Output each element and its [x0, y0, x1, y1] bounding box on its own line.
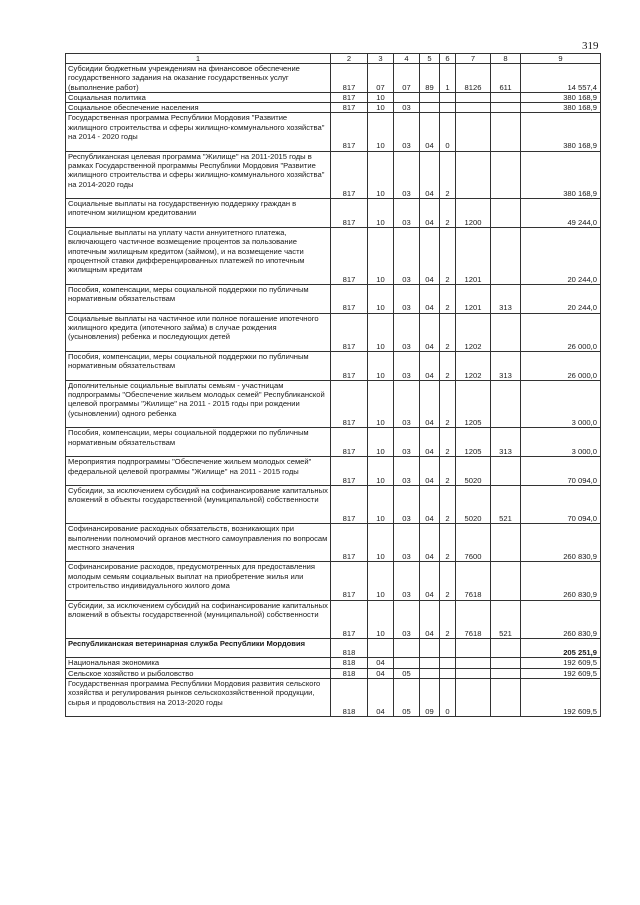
row-amount-cell: 205 251,9: [521, 638, 601, 658]
row-code-direction-cell: 8126: [456, 64, 491, 93]
header-col-6: 6: [440, 54, 456, 64]
table-row: [66, 600, 601, 638]
header-col-5: 5: [420, 54, 440, 64]
row-amount-cell: 49 244,0: [521, 199, 601, 228]
row-code-direction-cell: [456, 151, 491, 199]
row-code-expense-type-cell: [491, 113, 521, 151]
row-code-program-cell: [420, 668, 440, 678]
row-code-chapter-cell: 817: [331, 199, 368, 228]
row-code-section-cell: 10: [368, 524, 394, 562]
table-row: [66, 151, 601, 199]
row-amount-cell: 70 094,0: [521, 457, 601, 486]
row-code-program-cell: [420, 92, 440, 102]
row-code-chapter-cell: 817: [331, 113, 368, 151]
row-code-subsection-cell: 03: [394, 428, 420, 457]
row-code-subprogram-cell: 2: [440, 600, 456, 638]
row-code-chapter-cell: 817: [331, 284, 368, 313]
row-code-expense-type-cell: [491, 524, 521, 562]
row-code-expense-type-cell: 313: [491, 428, 521, 457]
row-name-cell: Софинансирование расходных обязательств, возникающих при выполнении полномочий органов местного самоуправления по вопросам местного значения: [66, 524, 331, 562]
header-col-3: 3: [368, 54, 394, 64]
row-code-section-cell: 10: [368, 284, 394, 313]
row-code-chapter-cell: 818: [331, 658, 368, 668]
row-code-subsection-cell: 03: [394, 113, 420, 151]
table-row: [66, 428, 601, 457]
row-code-section-cell: 10: [368, 351, 394, 380]
row-code-subprogram-cell: 1: [440, 64, 456, 93]
row-code-expense-type-cell: 521: [491, 600, 521, 638]
row-name-cell: Софинансирование расходов, предусмотренных для предоставления молодым семьям социальных выплат на приобретение жилья или строительство индивидуального жилого дома: [66, 562, 331, 600]
row-amount-cell: 380 168,9: [521, 151, 601, 199]
table-row: [66, 351, 601, 380]
header-col-1: 1: [66, 54, 331, 64]
row-code-chapter-cell: 817: [331, 428, 368, 457]
row-code-chapter-cell: 817: [331, 380, 368, 428]
row-code-program-cell: 04: [420, 457, 440, 486]
row-code-program-cell: 04: [420, 313, 440, 351]
row-name-cell: Государственная программа Республики Мордовия развития сельского хозяйства и регулирования рынков сельскохозяйственной продукции, сырья и продовольствия на 2013-2020 годы: [66, 679, 331, 717]
page-number: 319: [582, 40, 599, 52]
row-code-subsection-cell: 03: [394, 524, 420, 562]
row-amount-cell: 3 000,0: [521, 428, 601, 457]
row-code-chapter-cell: 817: [331, 103, 368, 113]
budget-table: [65, 53, 601, 717]
row-code-section-cell: 10: [368, 113, 394, 151]
row-code-expense-type-cell: [491, 103, 521, 113]
row-code-direction-cell: 1201: [456, 228, 491, 285]
row-code-expense-type-cell: [491, 562, 521, 600]
row-amount-cell: 26 000,0: [521, 351, 601, 380]
row-code-direction-cell: 1205: [456, 428, 491, 457]
row-name-cell: Социальные выплаты на уплату части аннуитетного платежа, включающего частичное возмещение процентов за пользование ипотечным жилищным кредитом (займом), и на возмещение части процентной ставки дифференцированных платежей по ипотечным жилищным кредитам: [66, 228, 331, 285]
row-code-direction-cell: 1202: [456, 351, 491, 380]
row-code-subsection-cell: 03: [394, 600, 420, 638]
row-code-program-cell: 04: [420, 486, 440, 524]
table-row: [66, 668, 601, 678]
row-code-expense-type-cell: [491, 151, 521, 199]
row-code-chapter-cell: 817: [331, 64, 368, 93]
row-name-cell: Социальные выплаты на государственную поддержку граждан в ипотечном жилищном кредитовании: [66, 199, 331, 228]
row-name-cell: Республиканская целевая программа "Жилище" на 2011-2015 годы в рамках Государственной программы Республики Мордовия "Развитие жилищного строительства и сферы жилищно-коммунального хозяйства" на 2014-2020 годы: [66, 151, 331, 199]
row-code-subprogram-cell: [440, 103, 456, 113]
row-code-subprogram-cell: 2: [440, 428, 456, 457]
row-code-subprogram-cell: [440, 658, 456, 668]
table-row: [66, 64, 601, 93]
row-code-section-cell: 04: [368, 679, 394, 717]
row-code-direction-cell: [456, 658, 491, 668]
row-code-subsection-cell: 03: [394, 457, 420, 486]
row-code-chapter-cell: 817: [331, 524, 368, 562]
row-code-direction-cell: [456, 679, 491, 717]
row-code-subprogram-cell: 2: [440, 486, 456, 524]
row-code-section-cell: 10: [368, 428, 394, 457]
row-code-section-cell: 10: [368, 486, 394, 524]
row-name-cell: Дополнительные социальные выплаты семьям - участницам подпрограммы "Обеспечение жильем молодых семей" Республиканской целевой программы "Жилище" на 2011 - 2015 годы при рождении (усыновлении) одного ребенка: [66, 380, 331, 428]
row-amount-cell: 20 244,0: [521, 284, 601, 313]
row-code-program-cell: 04: [420, 600, 440, 638]
row-code-expense-type-cell: [491, 668, 521, 678]
row-code-subprogram-cell: 2: [440, 284, 456, 313]
header-col-7: 7: [456, 54, 491, 64]
table-row: [66, 199, 601, 228]
row-code-program-cell: 04: [420, 351, 440, 380]
row-code-chapter-cell: 818: [331, 668, 368, 678]
table-row: [66, 562, 601, 600]
row-amount-cell: 380 168,9: [521, 103, 601, 113]
row-code-direction-cell: 1202: [456, 313, 491, 351]
row-amount-cell: 26 000,0: [521, 313, 601, 351]
row-name-cell: Социальное обеспечение населения: [66, 103, 331, 113]
row-amount-cell: 380 168,9: [521, 113, 601, 151]
row-amount-cell: 70 094,0: [521, 486, 601, 524]
table-row: [66, 524, 601, 562]
row-code-program-cell: 04: [420, 562, 440, 600]
row-name-cell: Пособия, компенсации, меры социальной поддержки по публичным нормативным обязательствам: [66, 428, 331, 457]
row-code-subprogram-cell: 2: [440, 457, 456, 486]
row-code-expense-type-cell: [491, 679, 521, 717]
row-code-subsection-cell: 03: [394, 228, 420, 285]
row-amount-cell: 20 244,0: [521, 228, 601, 285]
header-col-2: 2: [331, 54, 368, 64]
row-code-direction-cell: 1205: [456, 380, 491, 428]
table-row: [66, 638, 601, 658]
row-code-direction-cell: 7618: [456, 562, 491, 600]
row-code-section-cell: [368, 638, 394, 658]
row-code-program-cell: 04: [420, 428, 440, 457]
row-code-program-cell: 04: [420, 113, 440, 151]
row-code-subsection-cell: 03: [394, 562, 420, 600]
row-name-cell: Государственная программа Республики Мордовия "Развитие жилищного строительства и сферы жилищно-коммунального хозяйства" на 2014 - 2020 годы: [66, 113, 331, 151]
row-code-subsection-cell: 05: [394, 679, 420, 717]
row-code-program-cell: 09: [420, 679, 440, 717]
row-amount-cell: 260 830,9: [521, 600, 601, 638]
row-code-program-cell: 04: [420, 199, 440, 228]
row-code-chapter-cell: 817: [331, 92, 368, 102]
row-name-cell: Национальная экономика: [66, 658, 331, 668]
row-code-subprogram-cell: 2: [440, 313, 456, 351]
row-code-subprogram-cell: 2: [440, 199, 456, 228]
table-row: [66, 313, 601, 351]
row-amount-cell: 192 609,5: [521, 658, 601, 668]
table-row: [66, 284, 601, 313]
row-amount-cell: 380 168,9: [521, 92, 601, 102]
row-code-expense-type-cell: [491, 199, 521, 228]
row-code-subprogram-cell: [440, 92, 456, 102]
row-code-subprogram-cell: 2: [440, 524, 456, 562]
row-code-program-cell: [420, 103, 440, 113]
table-row: [66, 457, 601, 486]
row-code-program-cell: [420, 658, 440, 668]
table-body: [66, 64, 601, 717]
row-code-subprogram-cell: [440, 638, 456, 658]
row-code-expense-type-cell: [491, 92, 521, 102]
row-code-chapter-cell: 817: [331, 457, 368, 486]
row-code-chapter-cell: 818: [331, 638, 368, 658]
table-row: [66, 679, 601, 717]
row-code-subprogram-cell: 0: [440, 679, 456, 717]
row-code-subprogram-cell: 2: [440, 562, 456, 600]
row-code-direction-cell: 5020: [456, 486, 491, 524]
row-code-program-cell: 04: [420, 524, 440, 562]
row-code-program-cell: [420, 638, 440, 658]
row-code-expense-type-cell: [491, 313, 521, 351]
row-code-subsection-cell: 03: [394, 284, 420, 313]
row-code-subsection-cell: 03: [394, 103, 420, 113]
row-code-expense-type-cell: [491, 228, 521, 285]
row-code-expense-type-cell: 313: [491, 284, 521, 313]
row-code-subprogram-cell: [440, 668, 456, 678]
table-header-row: [66, 54, 601, 64]
row-code-direction-cell: 1201: [456, 284, 491, 313]
table-row: [66, 658, 601, 668]
row-code-subsection-cell: 03: [394, 351, 420, 380]
row-code-direction-cell: [456, 638, 491, 658]
row-code-section-cell: 10: [368, 199, 394, 228]
row-code-chapter-cell: 817: [331, 486, 368, 524]
row-name-cell: Мероприятия подпрограммы "Обеспечение жильем молодых семей" федеральной целевой программы "Жилище" на 2011 - 2015 годы: [66, 457, 331, 486]
row-code-subsection-cell: [394, 658, 420, 668]
table-row: [66, 92, 601, 102]
row-code-program-cell: 89: [420, 64, 440, 93]
table-row: [66, 486, 601, 524]
row-code-subsection-cell: 05: [394, 668, 420, 678]
row-code-expense-type-cell: 521: [491, 486, 521, 524]
row-name-cell: Республиканская ветеринарная служба Республики Мордовия: [66, 638, 331, 658]
row-code-section-cell: 10: [368, 228, 394, 285]
row-code-subsection-cell: 07: [394, 64, 420, 93]
row-code-section-cell: 10: [368, 151, 394, 199]
row-code-subsection-cell: [394, 638, 420, 658]
row-code-chapter-cell: 817: [331, 313, 368, 351]
row-code-section-cell: 10: [368, 562, 394, 600]
row-code-section-cell: 07: [368, 64, 394, 93]
row-code-subsection-cell: [394, 92, 420, 102]
row-code-chapter-cell: 817: [331, 562, 368, 600]
row-code-section-cell: 10: [368, 600, 394, 638]
row-code-section-cell: 10: [368, 380, 394, 428]
row-code-chapter-cell: 818: [331, 679, 368, 717]
row-code-expense-type-cell: 313: [491, 351, 521, 380]
table-row: [66, 380, 601, 428]
row-code-section-cell: 04: [368, 668, 394, 678]
row-code-chapter-cell: 817: [331, 228, 368, 285]
row-code-subprogram-cell: 2: [440, 351, 456, 380]
row-code-direction-cell: 5020: [456, 457, 491, 486]
row-amount-cell: 14 557,4: [521, 64, 601, 93]
row-amount-cell: 3 000,0: [521, 380, 601, 428]
row-code-chapter-cell: 817: [331, 151, 368, 199]
row-code-direction-cell: [456, 668, 491, 678]
row-code-program-cell: 04: [420, 151, 440, 199]
row-code-section-cell: 10: [368, 457, 394, 486]
row-name-cell: Субсидии бюджетным учреждениям на финансовое обеспечение государственного задания на оказание государственных услуг (выполнение работ): [66, 64, 331, 93]
row-amount-cell: 192 609,5: [521, 679, 601, 717]
row-name-cell: Субсидии, за исключением субсидий на софинансирование капитальных вложений в объекты государственной (муниципальной) собственности: [66, 486, 331, 524]
row-code-direction-cell: [456, 103, 491, 113]
row-code-subsection-cell: 03: [394, 486, 420, 524]
row-code-subsection-cell: 03: [394, 380, 420, 428]
row-code-section-cell: 10: [368, 103, 394, 113]
row-code-subprogram-cell: 2: [440, 228, 456, 285]
row-code-direction-cell: 1200: [456, 199, 491, 228]
row-code-subsection-cell: 03: [394, 313, 420, 351]
row-code-program-cell: 04: [420, 228, 440, 285]
row-code-direction-cell: 7618: [456, 600, 491, 638]
table-row: [66, 113, 601, 151]
row-name-cell: Сельское хозяйство и рыболовство: [66, 668, 331, 678]
row-name-cell: Социальная политика: [66, 92, 331, 102]
row-code-expense-type-cell: [491, 638, 521, 658]
row-code-subsection-cell: 03: [394, 151, 420, 199]
table-row: [66, 228, 601, 285]
row-name-cell: Пособия, компенсации, меры социальной поддержки по публичным нормативным обязательствам: [66, 284, 331, 313]
row-code-subprogram-cell: 2: [440, 380, 456, 428]
row-code-program-cell: 04: [420, 380, 440, 428]
header-col-9: 9: [521, 54, 601, 64]
row-code-chapter-cell: 817: [331, 600, 368, 638]
row-amount-cell: 260 830,9: [521, 562, 601, 600]
table-row: [66, 103, 601, 113]
row-code-expense-type-cell: [491, 380, 521, 428]
row-code-expense-type-cell: [491, 457, 521, 486]
row-amount-cell: 192 609,5: [521, 668, 601, 678]
row-code-expense-type-cell: [491, 658, 521, 668]
header-col-8: 8: [491, 54, 521, 64]
row-code-direction-cell: [456, 113, 491, 151]
row-code-direction-cell: [456, 92, 491, 102]
row-code-direction-cell: 7600: [456, 524, 491, 562]
row-code-subprogram-cell: 0: [440, 113, 456, 151]
row-name-cell: Пособия, компенсации, меры социальной поддержки по публичным нормативным обязательствам: [66, 351, 331, 380]
row-code-section-cell: 10: [368, 92, 394, 102]
row-code-subprogram-cell: 2: [440, 151, 456, 199]
header-col-4: 4: [394, 54, 420, 64]
row-code-section-cell: 04: [368, 658, 394, 668]
row-code-expense-type-cell: 611: [491, 64, 521, 93]
row-code-program-cell: 04: [420, 284, 440, 313]
row-code-chapter-cell: 817: [331, 351, 368, 380]
row-code-subsection-cell: 03: [394, 199, 420, 228]
row-name-cell: Социальные выплаты на частичное или полное погашение ипотечного жилищного кредита (ипотечного займа) в случае рождения (усыновления) ребенка и последующих детей: [66, 313, 331, 351]
row-amount-cell: 260 830,9: [521, 524, 601, 562]
row-name-cell: Субсидии, за исключением субсидий на софинансирование капитальных вложений в объекты государственной (муниципальной) собственности: [66, 600, 331, 638]
row-code-section-cell: 10: [368, 313, 394, 351]
